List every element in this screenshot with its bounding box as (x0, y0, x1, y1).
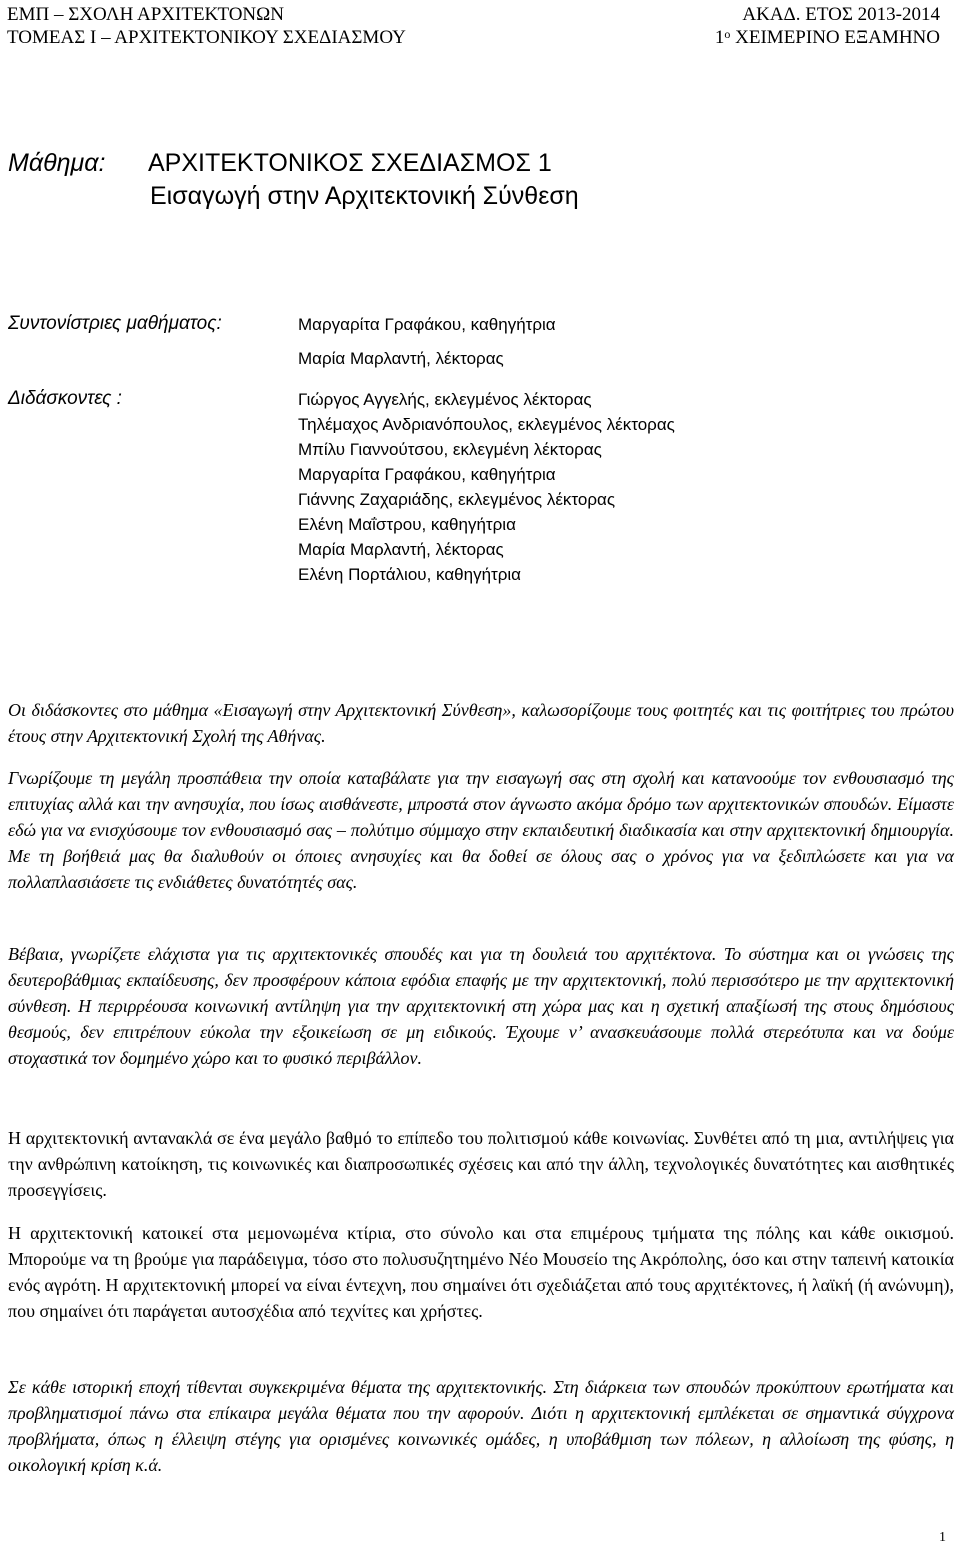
course-block (8, 147, 579, 210)
paragraph-welcome: Οι διδάσκοντες στο μάθημα «Εισαγωγή στην Αρχιτεκτονική Σύνθεση», καλωσορίζουμε τους φοιτητές και τις φοιτήτριες του πρώτου έτους στην Αρχιτεκτονική Σχολή της Αθήνας. (8, 700, 954, 746)
semester-number: 1 (714, 27, 725, 48)
instructor-name: Μπίλυ Γιαννούτσου, εκλεγμένη λέκτορας (298, 440, 602, 459)
instructor-name: Γιάννης Ζαχαριάδης, εκλεγμένος λέκτορας (298, 490, 616, 509)
course-subtitle: Εισαγωγή στην Αρχιτεκτονική Σύνθεση (150, 182, 579, 210)
header-row-2 (7, 27, 940, 49)
paragraph-buildings: Η αρχιτεκτονική κατοικεί στα μεμονωμένα κτίρια, στο σύνολο και στα επιμέρους τμήματα της πόλης και κάθε οικισμού. Μπορούμε να τη βρούμε για παράδειγμα, τόσο στο πολυσυζητημένο Νέο Μουσείο της Ακρόπολης, όσο και στην ταπεινή κατοικία ενός αγρότη. Η αρχιτεκτονική μπορεί να είναι έντεχνη, που σημαίνει ότι σχεδιάζεται από τους αρχιτέκτονες, ή λαϊκή (ή ανώνυμη), που σημαίνει ότι παράγεται αυτοσχέδια από τεχνίτες και χρήστες. (8, 1223, 954, 1321)
instructors-label: Διδάσκοντες : (8, 388, 122, 409)
paragraph-enthusiasm: Γνωρίζουμε τη μεγάλη προσπάθεια την οποία καταβάλατε για την εισαγωγή σας στη σχολή και κατανοούμε τον ενθουσιασμό της επιτυχίας αλλά και την ανησυχία, που ίσως αισθάνεστε, μπροστά στον άγνωστο ακόμα δρόμο των αρχιτεκτονικών σπουδών. Είμαστε εδώ για να ενισχύσουμε τον ενθουσιασμό σας – πολύτιμο σύμμαχο στην εκπαιδευτική διαδικασία και στην αρχιτεκτονική δημιουργία. Με τη βοήθειά μας θα διαλυθούν οι όποιες ανησυχίες και θα δοθεί σε όλους σας ο χρόνος για να ξεδιπλώσετε και για να πολλαπλασιάσετε τις ενδιάθετες δυνατότητές σας. (8, 768, 954, 892)
header-row-1 (7, 4, 940, 26)
course-title: ΑΡΧΙΤΕΚΤΟΝΙΚΟΣ ΣΧΕΔΙΑΣΜΟΣ 1 (148, 149, 552, 177)
instructor-name: Μαρία Μαρλαντή, λέκτορας (298, 540, 504, 559)
academic-year: ΑΚΑΔ. ΕΤΟΣ 2013-2014 (742, 4, 940, 25)
school-name: ΕΜΠ – ΣΧΟΛΗ ΑΡΧΙΤΕΚΤΟΝΩΝ (7, 4, 284, 25)
page-number: 1 (939, 1530, 946, 1545)
paragraph-reflection: Η αρχιτεκτονική αντανακλά σε ένα μεγάλο βαθμό το επίπεδο του πολιτισμού κάθε κοινωνίας. Συνθέτει από τη μια, αντιλήψεις για την ανθρώπινη κατοίκηση, τις κοινωνικές και διαπροσωπικές σχέσεις και από την άλλη, τεχνολογικές δυνατότητες και αισθητικές προσεγγίσεις. (8, 1128, 954, 1200)
semester (715, 27, 940, 49)
instructor-name: Γιώργος Αγγελής, εκλεγμένος λέκτορας (298, 390, 592, 409)
instructor-name: Τηλέμαχος Ανδριανόπουλος, εκλεγμένος λέκτορας (298, 415, 675, 434)
coordinator-name: Μαργαρίτα Γραφάκου, καθηγήτρια (298, 315, 556, 334)
paragraph-eras: Σε κάθε ιστορική εποχή τίθενται συγκεκριμένα θέματα της αρχιτεκτονικής. Στη διάρκεια των σπουδών προκύπτουν ερωτήματα και προβληματισμοί πάνω στα επίκαιρα μεγάλα θέματα που την αφορούν. Διότι η αρχιτεκτονική εμπλέκεται σε σημαντικά σύγχρονα προβλήματα, όπως η έλλειψη στέγης για ορισμένες κοινωνικές ομάδες, η υποβάθμιση των πόλεων, η αλλοίωση της φύσης, η οικολογική κρίση κ.ά. (8, 1377, 954, 1475)
paragraph-knowledge: Βέβαια, γνωρίζετε ελάχιστα για τις αρχιτεκτονικές σπουδές και για τη δουλειά του αρχιτέκτονα. Το σύστημα και οι γνώσεις της δευτεροβάθμιας εκπαίδευσης, δεν προσφέρουν κάποια εφόδια επαφής με την αρχιτεκτονική, πολύ περισσότερο με την αρχιτεκτονική σύνθεση. Η περιρρέουσα κοινωνική αντίληψη για την αρχιτεκτονική στη χώρα μας και η σχετική απαξίωσή της στους δημόσιους θεσμούς, δεν επιτρέπουν εύκολα την εξοικείωση σε μη ειδικούς. Έχουμε ν’ ανασκευάσουμε πολλά στερεότυπα και να δούμε στοχαστικά τον δομημένο χώρο και το φυσικό περιβάλλον. (8, 944, 954, 1068)
coordinators-list (298, 312, 556, 371)
coordinator-name: Μαρία Μαρλαντή, λέκτορας (298, 349, 504, 368)
instructor-name: Ελένη Μαΐστρου, καθηγήτρια (298, 515, 516, 534)
coordinators-label: Συντονίστριες μαθήματος: (8, 313, 222, 334)
sector-name: ΤΟΜΕΑΣ Ι – ΑΡΧΙΤΕΚΤΟΝΙΚΟΥ ΣΧΕΔΙΑΣΜΟΥ (7, 27, 406, 48)
semester-ordinal: ο (724, 27, 731, 41)
semester-text: ΧΕΙΜΕΡΙΝΟ ΕΞΑΜΗΝΟ (730, 27, 940, 48)
instructors-list (298, 387, 675, 587)
instructor-name: Μαργαρίτα Γραφάκου, καθηγήτρια (298, 465, 556, 484)
instructor-name: Ελένη Πορτάλιου, καθηγήτρια (298, 565, 522, 584)
course-label: Μάθημα: (8, 149, 106, 177)
